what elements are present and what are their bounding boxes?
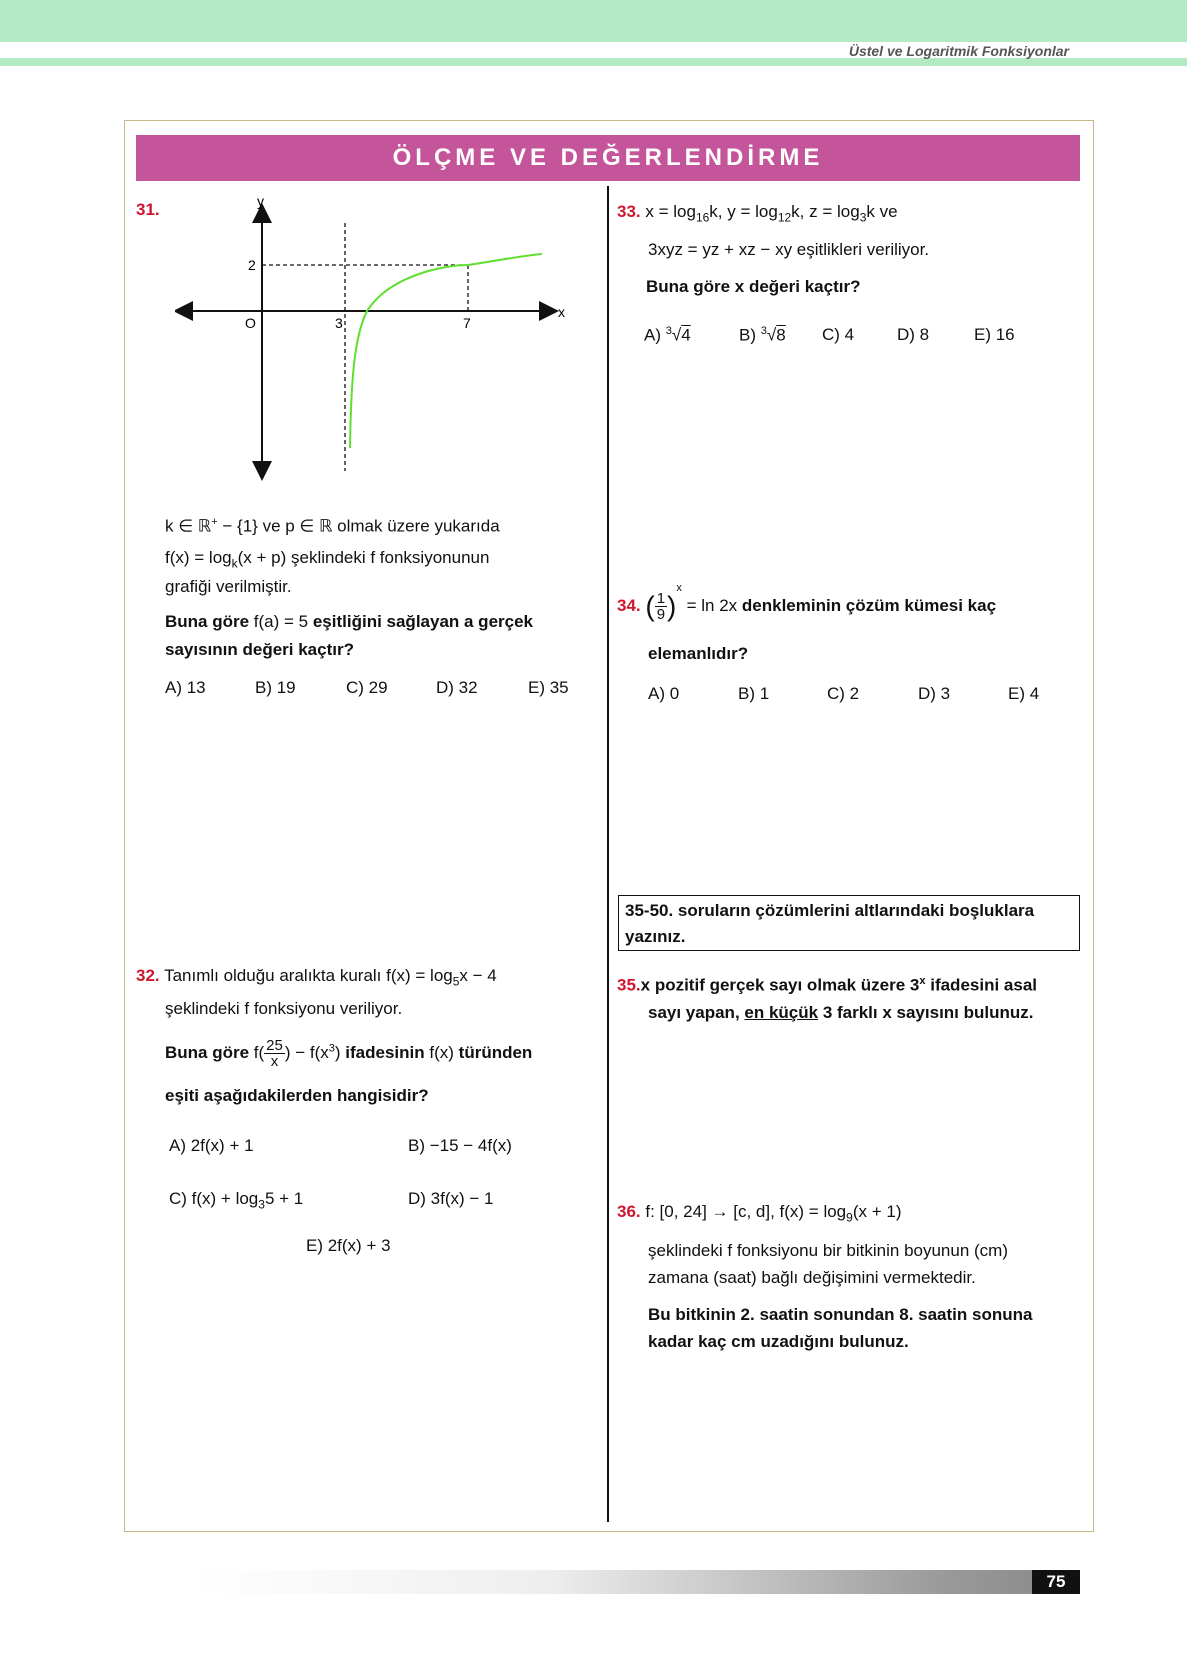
q31-option-b[interactable]: B) 19	[255, 678, 296, 697]
instruction-note	[618, 895, 1080, 951]
banner-title: ÖLÇME VE DEĞERLENDİRME	[136, 135, 1080, 181]
q33-option-a[interactable]: A) $^3$√4	[644, 325, 691, 345]
q32-option-e[interactable]: E) 2f(x) + 3	[306, 1236, 391, 1255]
q31-line3: grafiği verilmiştir.	[165, 577, 292, 596]
q31-option-a[interactable]: A) 13	[165, 678, 206, 697]
question-number-31: 31.	[136, 200, 160, 219]
top-color-band	[0, 0, 1187, 42]
tick-label-7: 7	[463, 315, 471, 331]
logarithm-curve	[350, 254, 542, 448]
q31-option-c[interactable]: C) 29	[346, 678, 388, 697]
q32-question: Buna göre f( $\frac{25}{x}$ ) − $f(x^3)$ ifadesinin f(x) türünden	[165, 1037, 533, 1070]
q34-option-e[interactable]: E) 4	[1008, 684, 1040, 703]
q33-line1: 33. $x = \log_{16}k$, $y = \log_{12}k$, $z = \log_3k$ ve	[617, 202, 898, 225]
q31-option-e[interactable]: E) 35	[528, 678, 569, 697]
y-axis-label: y	[257, 195, 264, 209]
q34-line1: 34. ( $\frac{1}{9}$ )$^x$ = ln 2x denkleminin çözüm kümesi kaç	[617, 582, 997, 624]
q36-line5: kadar kaç cm uzadığını bulunuz.	[648, 1332, 909, 1351]
q33-option-d[interactable]: D) 8	[897, 325, 930, 344]
q34-fraction: $\frac{1}{9}$	[656, 590, 666, 624]
q31-option-d[interactable]: D) 32	[436, 678, 478, 697]
q31-line2: $f(x) = \log_k(x + p)$ şeklindeki f fonksiyonunun	[165, 548, 490, 571]
q35-line2: sayı yapan, en küçük 3 farklı x sayısını bulunuz.	[648, 1003, 1034, 1022]
q34-option-c[interactable]: C) 2	[827, 684, 860, 703]
top-color-line	[0, 58, 1187, 66]
tick-label-2: 2	[248, 257, 256, 273]
q33-option-e[interactable]: E) 16	[974, 325, 1015, 344]
q36-line2: şeklindeki f fonksiyonu bir bitkinin boyunun (cm)	[648, 1241, 1009, 1260]
q36-line1: 36. f: [0, 24] → [c, d], $f(x) = \log_9(x + 1)$	[617, 1202, 902, 1225]
question-31-graph	[175, 195, 575, 485]
q32-question-line2: eşiti aşağıdakilerden hangisidir?	[165, 1086, 429, 1105]
instruction-note-line2: yazınız.	[625, 927, 686, 946]
q32-option-c[interactable]: C) $f(x) + \log_35 + 1$	[169, 1189, 304, 1212]
q35-line1: 35.x pozitif gerçek sayı olmak üzere 3$^x$ ifadesini asal	[617, 975, 1037, 995]
q32-option-a[interactable]: A) 2f(x) + 1	[169, 1136, 254, 1155]
column-divider	[607, 186, 609, 1522]
q34-option-b[interactable]: B) 1	[738, 684, 770, 703]
q32-fraction: $\frac{25}{x}$	[266, 1037, 283, 1070]
q34-option-a[interactable]: A) 0	[648, 684, 680, 703]
footer-gradient-bar	[195, 1570, 1080, 1594]
q33-option-b[interactable]: B) $^3$√8	[739, 325, 786, 345]
q32-option-d[interactable]: D) 3f(x) − 1	[408, 1189, 494, 1208]
q36-line3: zamana (saat) bağlı değişimini vermektedir.	[648, 1268, 976, 1287]
q34-option-d[interactable]: D) 3	[918, 684, 951, 703]
q31-question-line2: sayısının değeri kaçtır?	[165, 640, 354, 659]
origin-label: O	[245, 315, 256, 331]
q33-question: Buna göre x değeri kaçtır?	[646, 277, 861, 296]
page-number: 75	[1032, 1570, 1080, 1594]
section-title: Üstel ve Logaritmik Fonksiyonlar	[848, 43, 1069, 59]
q36-line4: Bu bitkinin 2. saatin sonundan 8. saatin sonuna	[648, 1305, 1033, 1324]
q34-question-line2: elemanlıdır?	[648, 644, 749, 663]
q33-option-c[interactable]: C) 4	[822, 325, 855, 344]
instruction-note-line1: 35-50. soruların çözümlerini altlarındaki boşluklara	[625, 901, 1035, 920]
q33-line2: 3xyz = yz + xz − xy eşitlikleri veriliyor.	[648, 240, 930, 259]
tick-label-3: 3	[335, 315, 343, 331]
q32-option-b[interactable]: B) −15 − 4f(x)	[408, 1136, 512, 1155]
q32-line2: şeklindeki f fonksiyonu veriliyor.	[165, 999, 403, 1018]
q31-line1: k ∈ ℝ+ − {1} ve p ∈ ℝ olmak üzere yukarıda	[165, 516, 500, 536]
q31-question: Buna göre f(a) = 5 eşitliğini sağlayan a gerçek	[165, 612, 534, 631]
x-axis-label: x	[558, 304, 565, 320]
q32-line1: 32. Tanımlı olduğu aralıkta kuralı $f(x) = \log_5x - 4$	[136, 966, 497, 989]
